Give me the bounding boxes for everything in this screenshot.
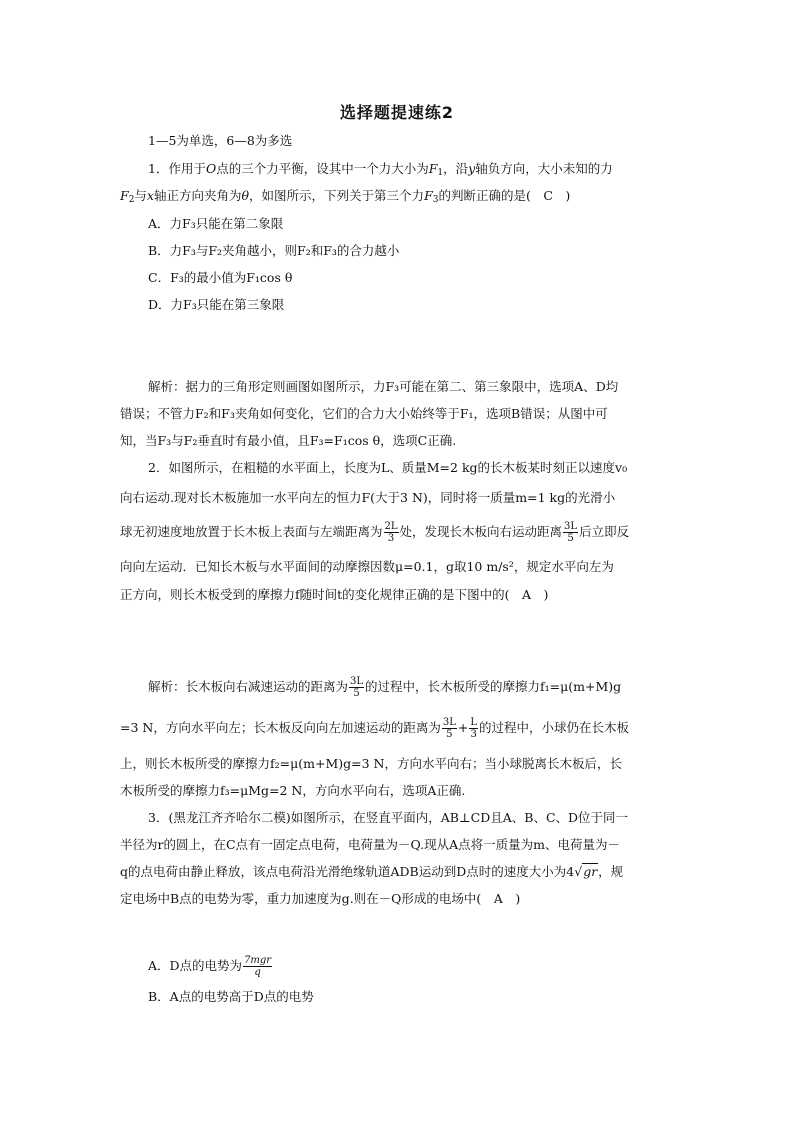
page-title: 选择题提速练2: [339, 103, 455, 122]
q2-stem-line4: 向向左运动．已知长木板与水平面间的动摩擦因数μ=0.1，g取10 m/s²，规定水平向左为: [120, 559, 614, 574]
intro-text: 1—5为单选，6—8为多选: [148, 133, 293, 148]
q3-option-b: B．A点的电势高于D点的电势: [148, 989, 314, 1004]
q1-solution-line3: 知，当F₃与F₂垂直时有最小值，且F₃=F₁cos θ，选项C正确.: [120, 433, 457, 448]
q2-stem-line3: 球无初速度地放置于长木板上表面与左端距离为 $\frac{2L}{3}$ 处，发现长木板向右运动距离 $\frac{3L}{5}$ 后立即反: [120, 521, 630, 544]
q2-stem-line1: 2．如图所示，在粗糙的水平面上，长度为L、质量M=2 kg的长木板某时刻正以速度v₀: [148, 460, 628, 475]
q1-solution-line2: 错误；不管力F₂和F₃夹角如何变化，它们的合力大小始终等于F₁，选项B错误；从图中可: [120, 406, 608, 421]
q1-option-d: D．力F₃只能在第三象限: [148, 297, 285, 312]
q1-stem-line2: $F_2$与x轴正方向夹角为θ，如图所示，下列关于第三个力$F_3$的判断正确的是( C ): [120, 188, 571, 205]
q1-option-a: A．力F₃只能在第二象限: [148, 216, 284, 231]
q3-stem-line1: 3．(黑龙江齐齐哈尔二模)如图所示，在竖直平面内，AB⊥CD且A、B、C、D位于同一: [148, 810, 629, 825]
q3-stem-line2: 半径为r的圆上，在C点有一固定点电荷，电荷量为－Q.现从A点将一质量为m、电荷量为－: [120, 837, 621, 852]
fraction-2L-3: $\frac{2L}{3}$: [384, 521, 398, 544]
q1-stem-line1: 1．作用于O点的三个力平衡，设其中一个力大小为$F_1$，沿y轴负方向，大小未知的力: [148, 161, 613, 178]
sqrt-symbol: √: [574, 864, 583, 879]
q3-stem-line4: 定电场中B点的电势为零，重力加速度为g.则在－Q形成的电场中( A ): [120, 891, 521, 906]
q1-option-c: C．F₃的最小值为F₁cos θ: [148, 270, 293, 285]
q2-solution-line2: =3 N，方向水平向左；长木板反向向左加速运动的距离为 $\frac{3L}{5}$ + $\frac{L}{3}$ 的过程中，小球仍在长木板: [120, 717, 629, 740]
fraction-3L-5: $\frac{3L}{5}$: [564, 521, 578, 544]
q2-solution-line4: 木板所受的摩擦力f₃=μMg=2 N，方向水平向右，选项A正确.: [120, 783, 466, 798]
q2-stem-line2: 向右运动.现对长木板施加一水平向左的恒力F(大于3 N)，同时将一质量m=1 kg的光滑小: [120, 490, 616, 505]
fraction-3L-5: $\frac{3L}{5}$: [442, 717, 456, 740]
fraction-7mgr-q: $\frac{\text{7mgr}}{q}$: [244, 955, 272, 978]
fraction-3L-5: $\frac{3L}{5}$: [350, 676, 364, 699]
q1-solution-line1: 解析：据力的三角形定则画图如图所示，力F₃可能在第二、第三象限中，选项A、D均: [148, 379, 619, 394]
q3-stem-line3: q的点电荷由静止释放，该点电荷沿光滑绝缘轨道ADB运动到D点时的速度大小为4√gr，规: [120, 864, 624, 879]
q3-option-a: A．D点的电势为 $\frac{\text{7mgr}}{q}$: [148, 955, 272, 978]
q2-solution-line3: 上，则长木板所受的摩擦力f₂=μ(m+M)g=3 N，方向水平向右；当小球脱离长木板后，长: [120, 756, 622, 771]
q2-solution-line1: 解析：长木板向右减速运动的距离为 $\frac{3L}{5}$ 的过程中，长木板所受的摩擦力f₁=μ(m+M)g: [148, 676, 622, 699]
fraction-L-3: $\frac{L}{3}$: [470, 717, 477, 740]
q1-option-b: B．力F₃与F₂夹角越小，则F₂和F₃的合力越小: [148, 243, 400, 258]
q2-stem-line5: 正方向，则长木板受到的摩擦力f随时间t的变化规律正确的是下图中的( A ): [120, 587, 549, 602]
